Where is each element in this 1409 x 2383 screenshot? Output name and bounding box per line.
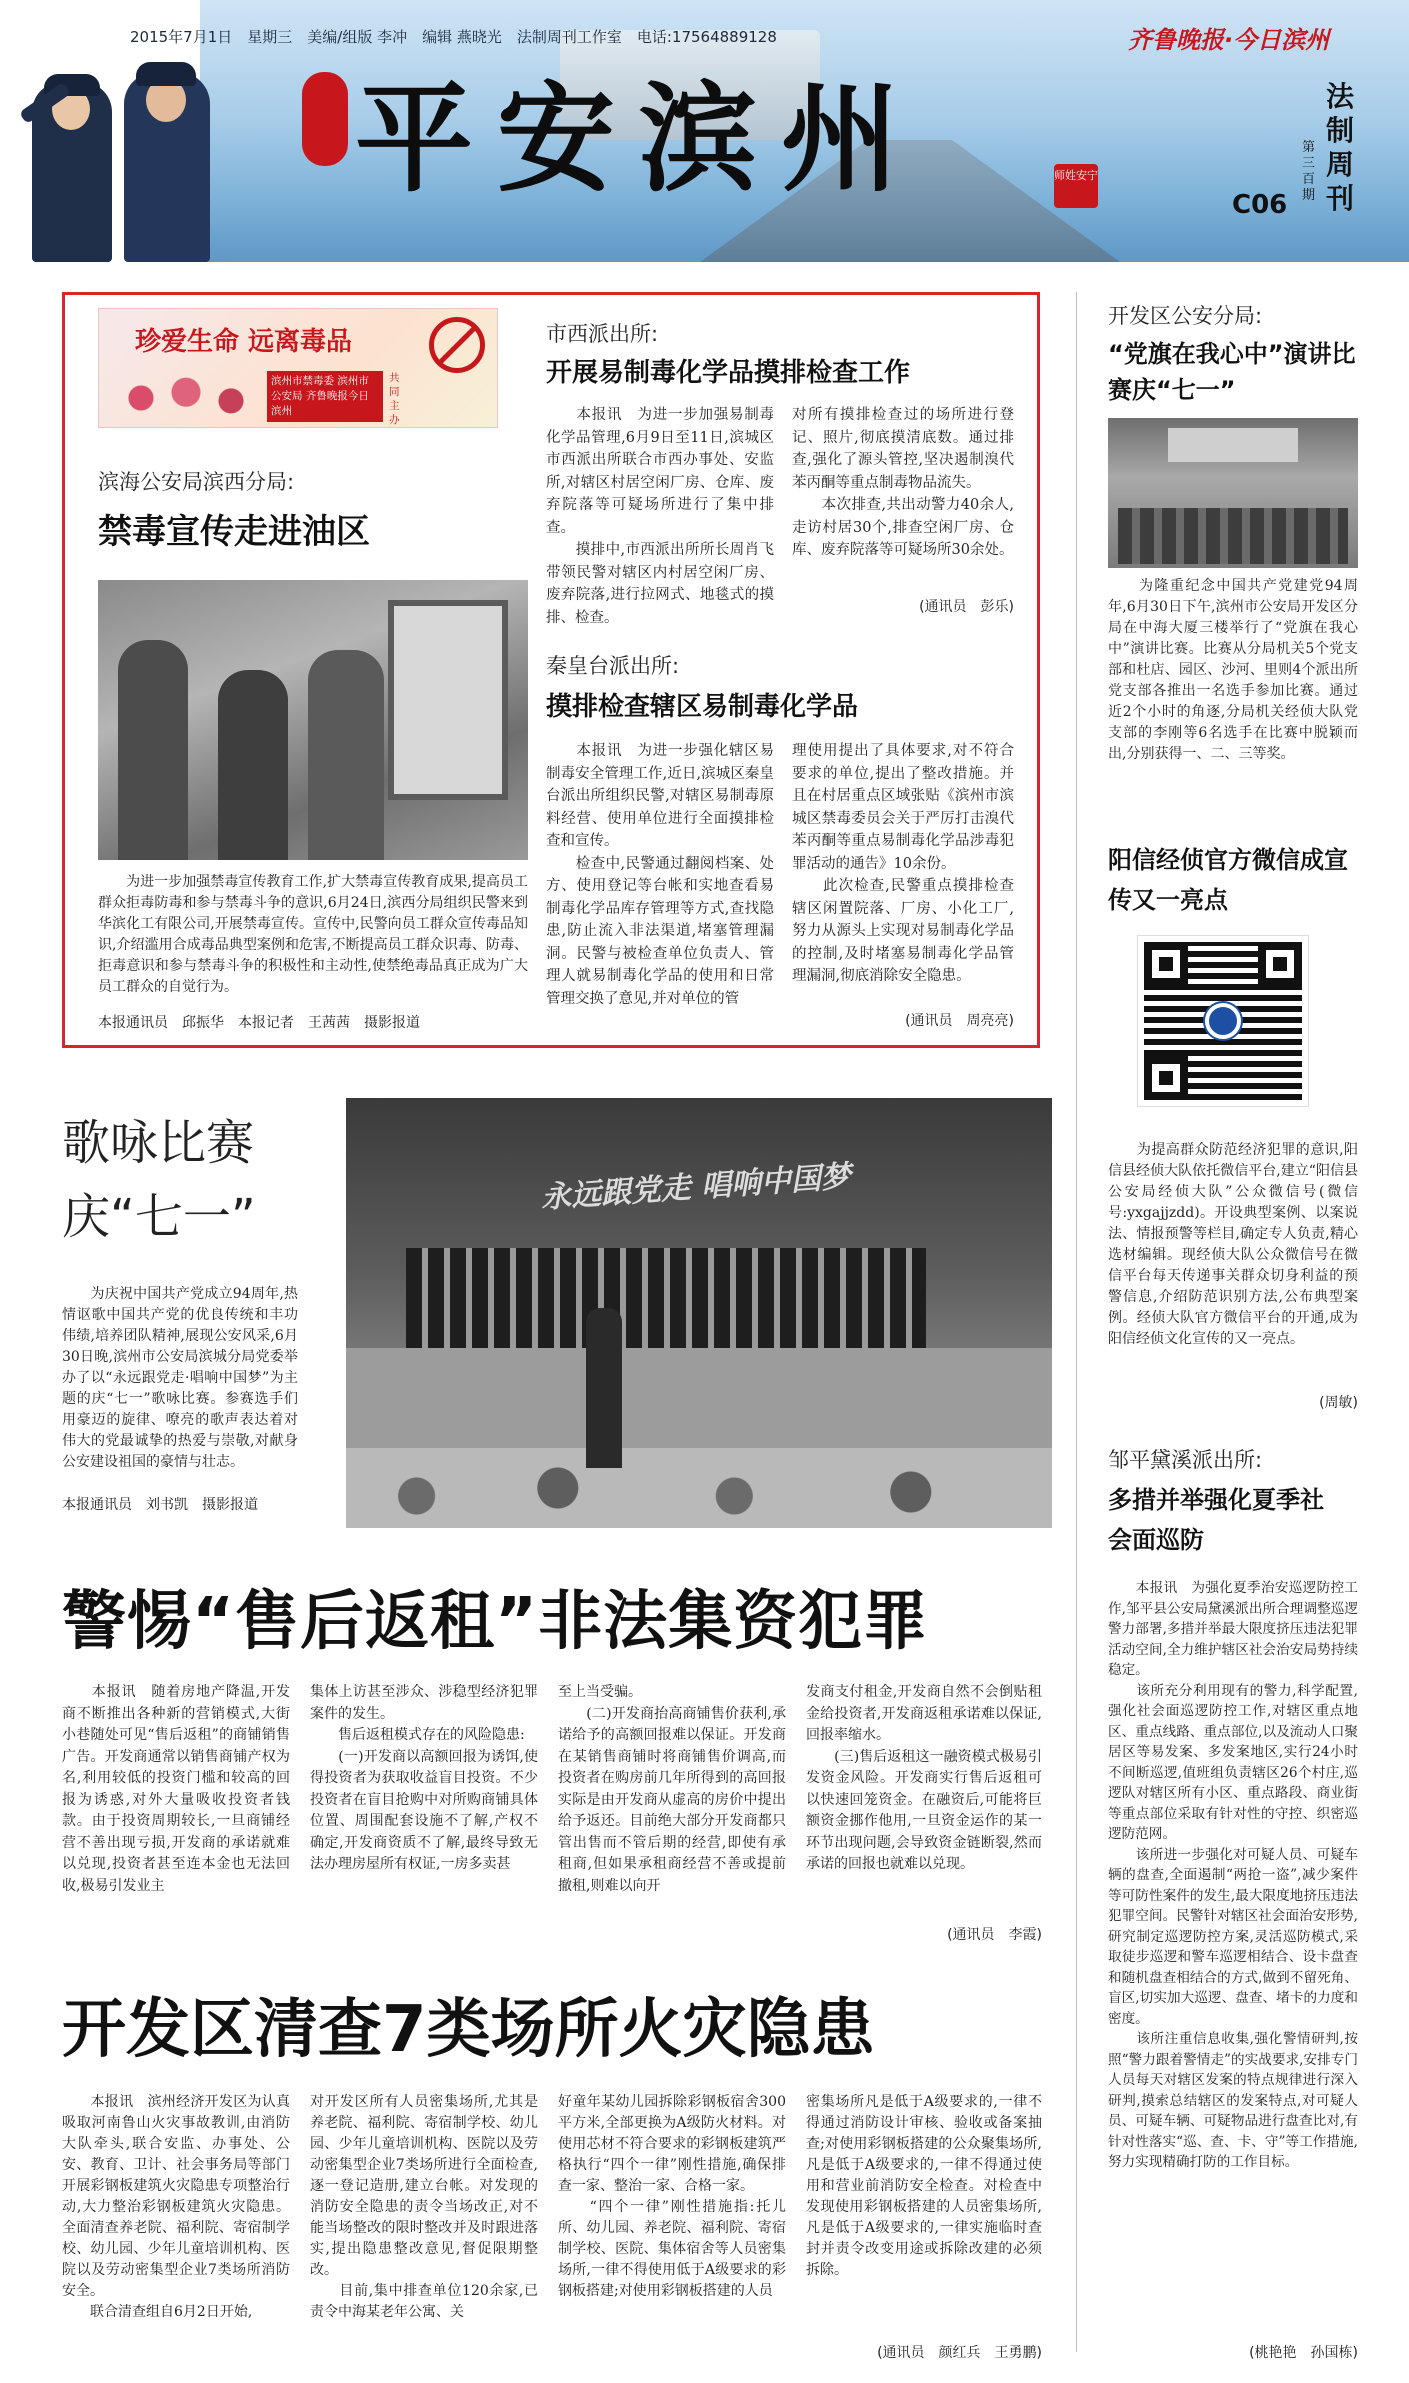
banner-title: 珍爱生命 远离毒品 <box>135 327 353 357</box>
a2-col2: 对所有摸排检查过的场所进行登记、照片,彻底摸清底数。通过排查,强化了源头管控,坚决遏制溴代苯丙酮等重点制毒物品流失。 本次排查,共出动警力40余人,走访村居30个,排查空闲厂房、仓库、废弃院落等可疑场所30余处。 <box>792 407 1014 558</box>
fire-col1: 本报讯 滨州经济开发区为认真吸取河南鲁山火灾事故教训,由消防大队牵头,联合安监、办事处、公安、教育、卫计、社会事务局等部门开展彩钢板建筑火灾隐患专项整治行动,大力整治彩钢板建筑火灾隐患。全面清查养老院、福利院、寄宿制学校、幼儿园、少年儿童培训机构、医院以及劳动密集型企业7类场所消防安全。 联合清查组自6月2日开始, <box>62 2094 290 2320</box>
anti-drug-banner <box>98 308 498 428</box>
jizi-col4: 发商支付租金,开发商自然不会倒贴租金给投资者,开发商返租承诺难以保证,回报率缩水。 (三)售后返租这一融资模式极易引发资金风险。开发商实行售后返租可以快速回笼资金。在融资后,可能将巨额资金挪作他用,一旦资金运作的某一环节出现问题,会导致资金链断裂,然而承诺的回报也就难以兑现。 <box>806 1684 1042 1872</box>
r2-byline: (周敏) <box>1319 1395 1358 1411</box>
qr-code-icon <box>1138 936 1308 1106</box>
gechang-photo <box>346 1098 1052 1528</box>
jizi-byline: (通讯员 李霞) <box>947 1927 1042 1943</box>
a3-byline: (通讯员 周亮亮) <box>905 1013 1014 1029</box>
a3-col1: 本报讯 为进一步强化辖区易制毒安全管理工作,近日,滨城区秦皇台派出所组织民警,对辖区易制毒原料经营、使用单位进行全面摸排检查和宣传。 检查中,民警通过翻阅档案、处方、使用登记等台帐和实地查看易制毒化学品库存管理等方式,查找隐患,防止流入非法渠道,堵塞管理漏洞。民警与被检查单位负责人、管理人就易制毒化学品的使用和日常管理交换了意见,并对单位的管 <box>546 743 774 1007</box>
choir-rows <box>406 1248 926 1348</box>
audience <box>346 1448 1052 1528</box>
banner-flowers <box>111 369 261 427</box>
a1-caption: 为进一步加强禁毒宣传教育工作,扩大禁毒宣传教育成果,提高员工群众拒毒防毒和参与禁毒斗争的意识,6月24日,滨西分局组织民警来到华滨化工有限公司,开展禁毒宣传。宣传中,民警向员工群众宣传毒品知识,介绍滥用合成毒品典型案例和危害,不断提高员工群众识毒、防毒、拒毒意识和参与禁毒斗争的积极性和主动性,使禁绝毒品真正成为广大员工群众的自觉行为。 <box>98 874 528 995</box>
police-badge-icon <box>1205 1003 1241 1039</box>
a2-kicker: 市西派出所: <box>546 322 659 346</box>
officer-right-cap <box>136 62 196 86</box>
r1-photo-screen <box>1168 428 1298 462</box>
fire-byline: (通讯员 颜红兵 王勇鹏) <box>877 2345 1042 2361</box>
photographer <box>586 1308 622 1468</box>
a3-col2: 理使用提出了具体要求,对不符合要求的单位,提出了整改措施。并且在村居重点区域张贴《滨州市滨城区禁毒委员会关于严厉打击溴代苯丙酮等重点易制毒化学品涉毒犯罪活动的通告》10余份。 此次检查,民警重点摸排检查辖区闲置院落、厂房、小化工厂,努力从源头上实现对易制毒化学品的控制,及时堵塞易制毒化学品管理漏洞,彻底消除安全隐患。 <box>792 743 1014 984</box>
r1-kicker: 开发区公安分局: <box>1108 304 1263 328</box>
banner-sub: 滨州市禁毒委 滨州市公安局 齐鲁晚报今日滨州 <box>267 371 383 422</box>
police-officers-illustration <box>14 52 224 262</box>
masthead-title: 平安滨州 <box>355 69 924 208</box>
a1-photo-person2 <box>218 670 288 860</box>
a1-photo-person3 <box>308 650 384 860</box>
qr-finder-tl <box>1144 942 1188 986</box>
r3-byline: (桃艳艳 孙国栋) <box>1249 2345 1358 2361</box>
fire-headline: 开发区清查7类场所火灾隐患 <box>62 1993 875 2067</box>
date-line: 2015年7月1日 星期三 美编/组版 李冲 编辑 燕晓光 法制周刊工作室 电话:17564889128 <box>130 28 777 46</box>
fire-col2: 对开发区所有人员密集场所,尤其是养老院、福利院、寄宿制学校、幼儿园、少年儿童培训机构、医院以及劳动密集型企业7类场所进行全面检查,逐一登记造册,建立台帐。对发现的消防安全隐患的责令当场改正,对不能当场整改的限时整改并及时跟进落实,提出隐患整改意见,督促限期整改。 目前,集中排查单位120余家,已责令中海某老年公寓、关 <box>310 2094 538 2320</box>
jizi-col1: 本报讯 随着房地产降温,开发商不断推出各种新的营销模式,大街小巷随处可见“售后返租”的商铺销售广告。开发商通常以销售商铺产权为名,利用较低的投资门槛和较高的回报为诱惑,对外大量吸收投资者钱款。由于投资周期较长,一旦商铺经营不善出现亏损,开发商的承诺就难以兑现,投资者甚至连本金也无法回收,极易引发业主 <box>62 1684 290 1894</box>
issue-vertical: 第三百期 <box>1302 140 1316 203</box>
a2-col1: 本报讯 为进一步加强易制毒化学品管理,6月9日至11日,滨城区市西派出所联合市西办事处、安监所,对辖区村居空闲厂房、仓库、废弃院落等可疑场所进行了集中排查。 摸排中,市西派出所所长周肖飞带领民警对辖区内村居空闲厂房、废弃院落,进行拉网式、地毯式的摸排、检查。 <box>546 407 774 626</box>
a1-byline: 本报通讯员 邱振华 本报记者 王茜茜 摄影报道 <box>98 1015 420 1031</box>
jizi-col3: 至上当受骗。 (二)开发商抬高商铺售价获利,承诺给予的高额回报难以保证。开发商在某销售商铺时将商铺售价调高,而投资者在购房前几年所得到的高回报实际是由开发商从虚高的房价中提出给予返还。目前绝大部分开发商都只管出售而不管后期的经营,即使有承租商,但如果承租商经营不善或提前撤租,则难以向开 <box>558 1684 786 1894</box>
r1-text: 为隆重纪念中国共产党建党94周年,6月30日下午,滨州市公安局开发区分局在中海大厦三楼举行了“党旗在我心中”演讲比赛。比赛从分局机关5个党支部和杜店、园区、沙河、里则4个派出所党支部各推出一名选手参加比赛。通过近2个小时的角逐,分局机关经侦大队党支部的李刚等6名选手在比赛中脱颖而出,分别获得一、二、三等奖。 <box>1108 578 1358 762</box>
a1-photo-person1 <box>118 640 188 860</box>
a2-headline: 开展易制毒化学品摸排检查工作 <box>546 358 911 388</box>
r2-headline: 阳信经侦官方微信成宣传又一亮点 <box>1108 846 1348 914</box>
qr-finder-tr <box>1258 942 1302 986</box>
qr-finder-bl <box>1144 1056 1188 1100</box>
r1-headline: “党旗在我心中”演讲比赛庆“七一” <box>1108 340 1356 404</box>
a1-headline: 禁毒宣传走进油区 <box>98 512 370 552</box>
gechang-headline-l2: 庆“七一” <box>62 1189 256 1245</box>
r1-photo-audience <box>1118 508 1348 564</box>
a3-kicker: 秦皇台派出所: <box>546 654 680 678</box>
jizi-headline: 警惕“售后返租”非法集资犯罪 <box>62 1585 929 1659</box>
right-column-rule <box>1076 292 1077 2352</box>
a1-kicker: 滨海公安局滨西分局: <box>98 470 295 494</box>
r2-text: 为提高群众防范经济犯罪的意识,阳信县经侦大队依托微信平台,建立“阳信县公安局经侦大队”公众微信号(微信号:yxgajjzdd)。开设典型案例、以案说法、情报预警等栏目,确定专人负责,精心选材编辑。现经侦大队公众微信号在微信平台每天传递事关群众切身利益的预警信息,介绍防范识别方法,公布典型案例。经侦大队官方微信平台的开通,成为阳信经侦文化宣传的又一亮点。 <box>1108 1142 1358 1347</box>
a1-photo <box>98 580 528 860</box>
r3-headline: 多措并举强化夏季社会面巡防 <box>1108 1486 1324 1554</box>
fire-col4: 密集场所凡是低于A级要求的,一律不得通过消防设计审核、验收或备案抽查;对使用彩钢板搭建的公众聚集场所,凡是低于A级要求的,一律不得通过使用和营业前消防安全检查。对检查中发现使用彩钢板搭建的人员密集场所,凡是低于A级要求的,一律实施临时查封并责令改变用途或拆除改建的必须拆除。 <box>806 2094 1042 2278</box>
section-vertical: 法制周刊 <box>1326 80 1355 215</box>
stage-floor <box>346 1348 1052 1458</box>
fire-col3: 好童年某幼儿园拆除彩钢板宿舍300平方米,全部更换为A级防火材料。对使用芯材不符合要求的彩钢板建筑严格执行“四个一律”刚性措施,确保排查一家、整治一家、合格一家。 “四个一律”刚性措施指:托儿所、幼儿园、养老院、福利院、寄宿制学校、医院、集体宿舍等人员密集场所,一律不得使用低于A级要求的彩钢板搭建;对使用彩钢板搭建的人员 <box>558 2094 786 2299</box>
page-number: C06 <box>1232 190 1288 220</box>
stage-banner: 永远跟党走 唱响中国梦 <box>539 1159 853 1216</box>
banner-tag: 共同主办 <box>389 372 400 426</box>
red-seal-right: 师姓安宁 <box>1054 164 1098 208</box>
no-drugs-slash <box>438 324 478 364</box>
no-drugs-icon <box>429 317 485 373</box>
gechang-text: 为庆祝中国共产党成立94周年,热情讴歌中国共产党的优良传统和丰功伟绩,培养团队精神,展现公安风采,6月30日晚,滨州市公安局滨城分局党委举办了以“永远跟党走·唱响中国梦”为主题的庆“七一”歌咏比赛。参赛选手们用豪迈的旋律、嘹亮的歌声表达着对伟大的党最诚挚的热爱与崇敬,对献身公安建设祖国的豪情与壮志。 <box>62 1286 298 1470</box>
masthead <box>0 0 1409 270</box>
jizi-col2: 集体上访甚至涉众、涉稳型经济犯罪案件的发生。 售后返租模式存在的风险隐患: (一)开发商以高额回报为诱饵,使得投资者为获取收益盲目投资。不少投资者在盲目抢购中对所购商铺具体位置、周围配套设施不了解,产权不确定,开发商资质不了解,最终导致无法办理房屋所有权证,一房多卖甚 <box>310 1684 538 1872</box>
a3-headline: 摸排检查辖区易制毒化学品 <box>546 692 859 722</box>
r3-kicker: 邹平黛溪派出所: <box>1108 1448 1263 1472</box>
brand-name: 齐鲁晚报·今日滨州 <box>1128 26 1330 54</box>
r1-photo <box>1108 418 1358 568</box>
a2-byline: (通讯员 彭乐) <box>919 599 1014 615</box>
gechang-byline: 本报通讯员 刘书凯 摄影报道 <box>62 1497 258 1513</box>
red-seal-left <box>302 72 348 166</box>
r3-text: 本报讯 为强化夏季治安巡逻防控工作,邹平县公安局黛溪派出所合理调整巡逻警力部署,多措并举最大限度挤压违法犯罪活动空间,全力维护辖区社会治安局势持续稳定。 该所充分利用现有的警力,科学配置,强化社会面巡逻防控工作,对辖区重点地区、重点线路、重点部位,以及流动人口聚居区等易发案、多发案地区,实行24小时不间断巡逻,值班组负责辖区26个村庄,巡逻队对辖区所有小区、重点路段、商业街等重点部位采取有针对性的守控、织密巡逻防范网。 该所进一步强化对可疑人员、可疑车辆的盘查,全面遏制“两抢一盗”,减少案件等可防性案件的发生,最大限度地挤压违法犯罪空间。民警针对辖区社会面治安形势,研究制定巡逻防控方案,灵活巡防模式,采取徒步巡逻和警车巡逻相结合、设卡盘查和随机盘查相结合的方式,做到不留死角、盲区,切实加大巡逻、盘查、堵卡的力度和密度。 该所注重信息收集,强化警情研判,按照“警力跟着警情走”的实战要求,安排专门人员每天对辖区发案的特点规律进行深入研判,摸索总结辖区的发案特点,对可疑人员、可疑车辆、可疑物品进行盘查比对,有针对性落实“巡、查、卡、守”等工作措施,努力实现精确打防的工作目标。 <box>1108 1580 1358 2170</box>
a1-photo-board <box>388 600 508 800</box>
gechang-headline-l1: 歌咏比赛 <box>62 1115 255 1171</box>
